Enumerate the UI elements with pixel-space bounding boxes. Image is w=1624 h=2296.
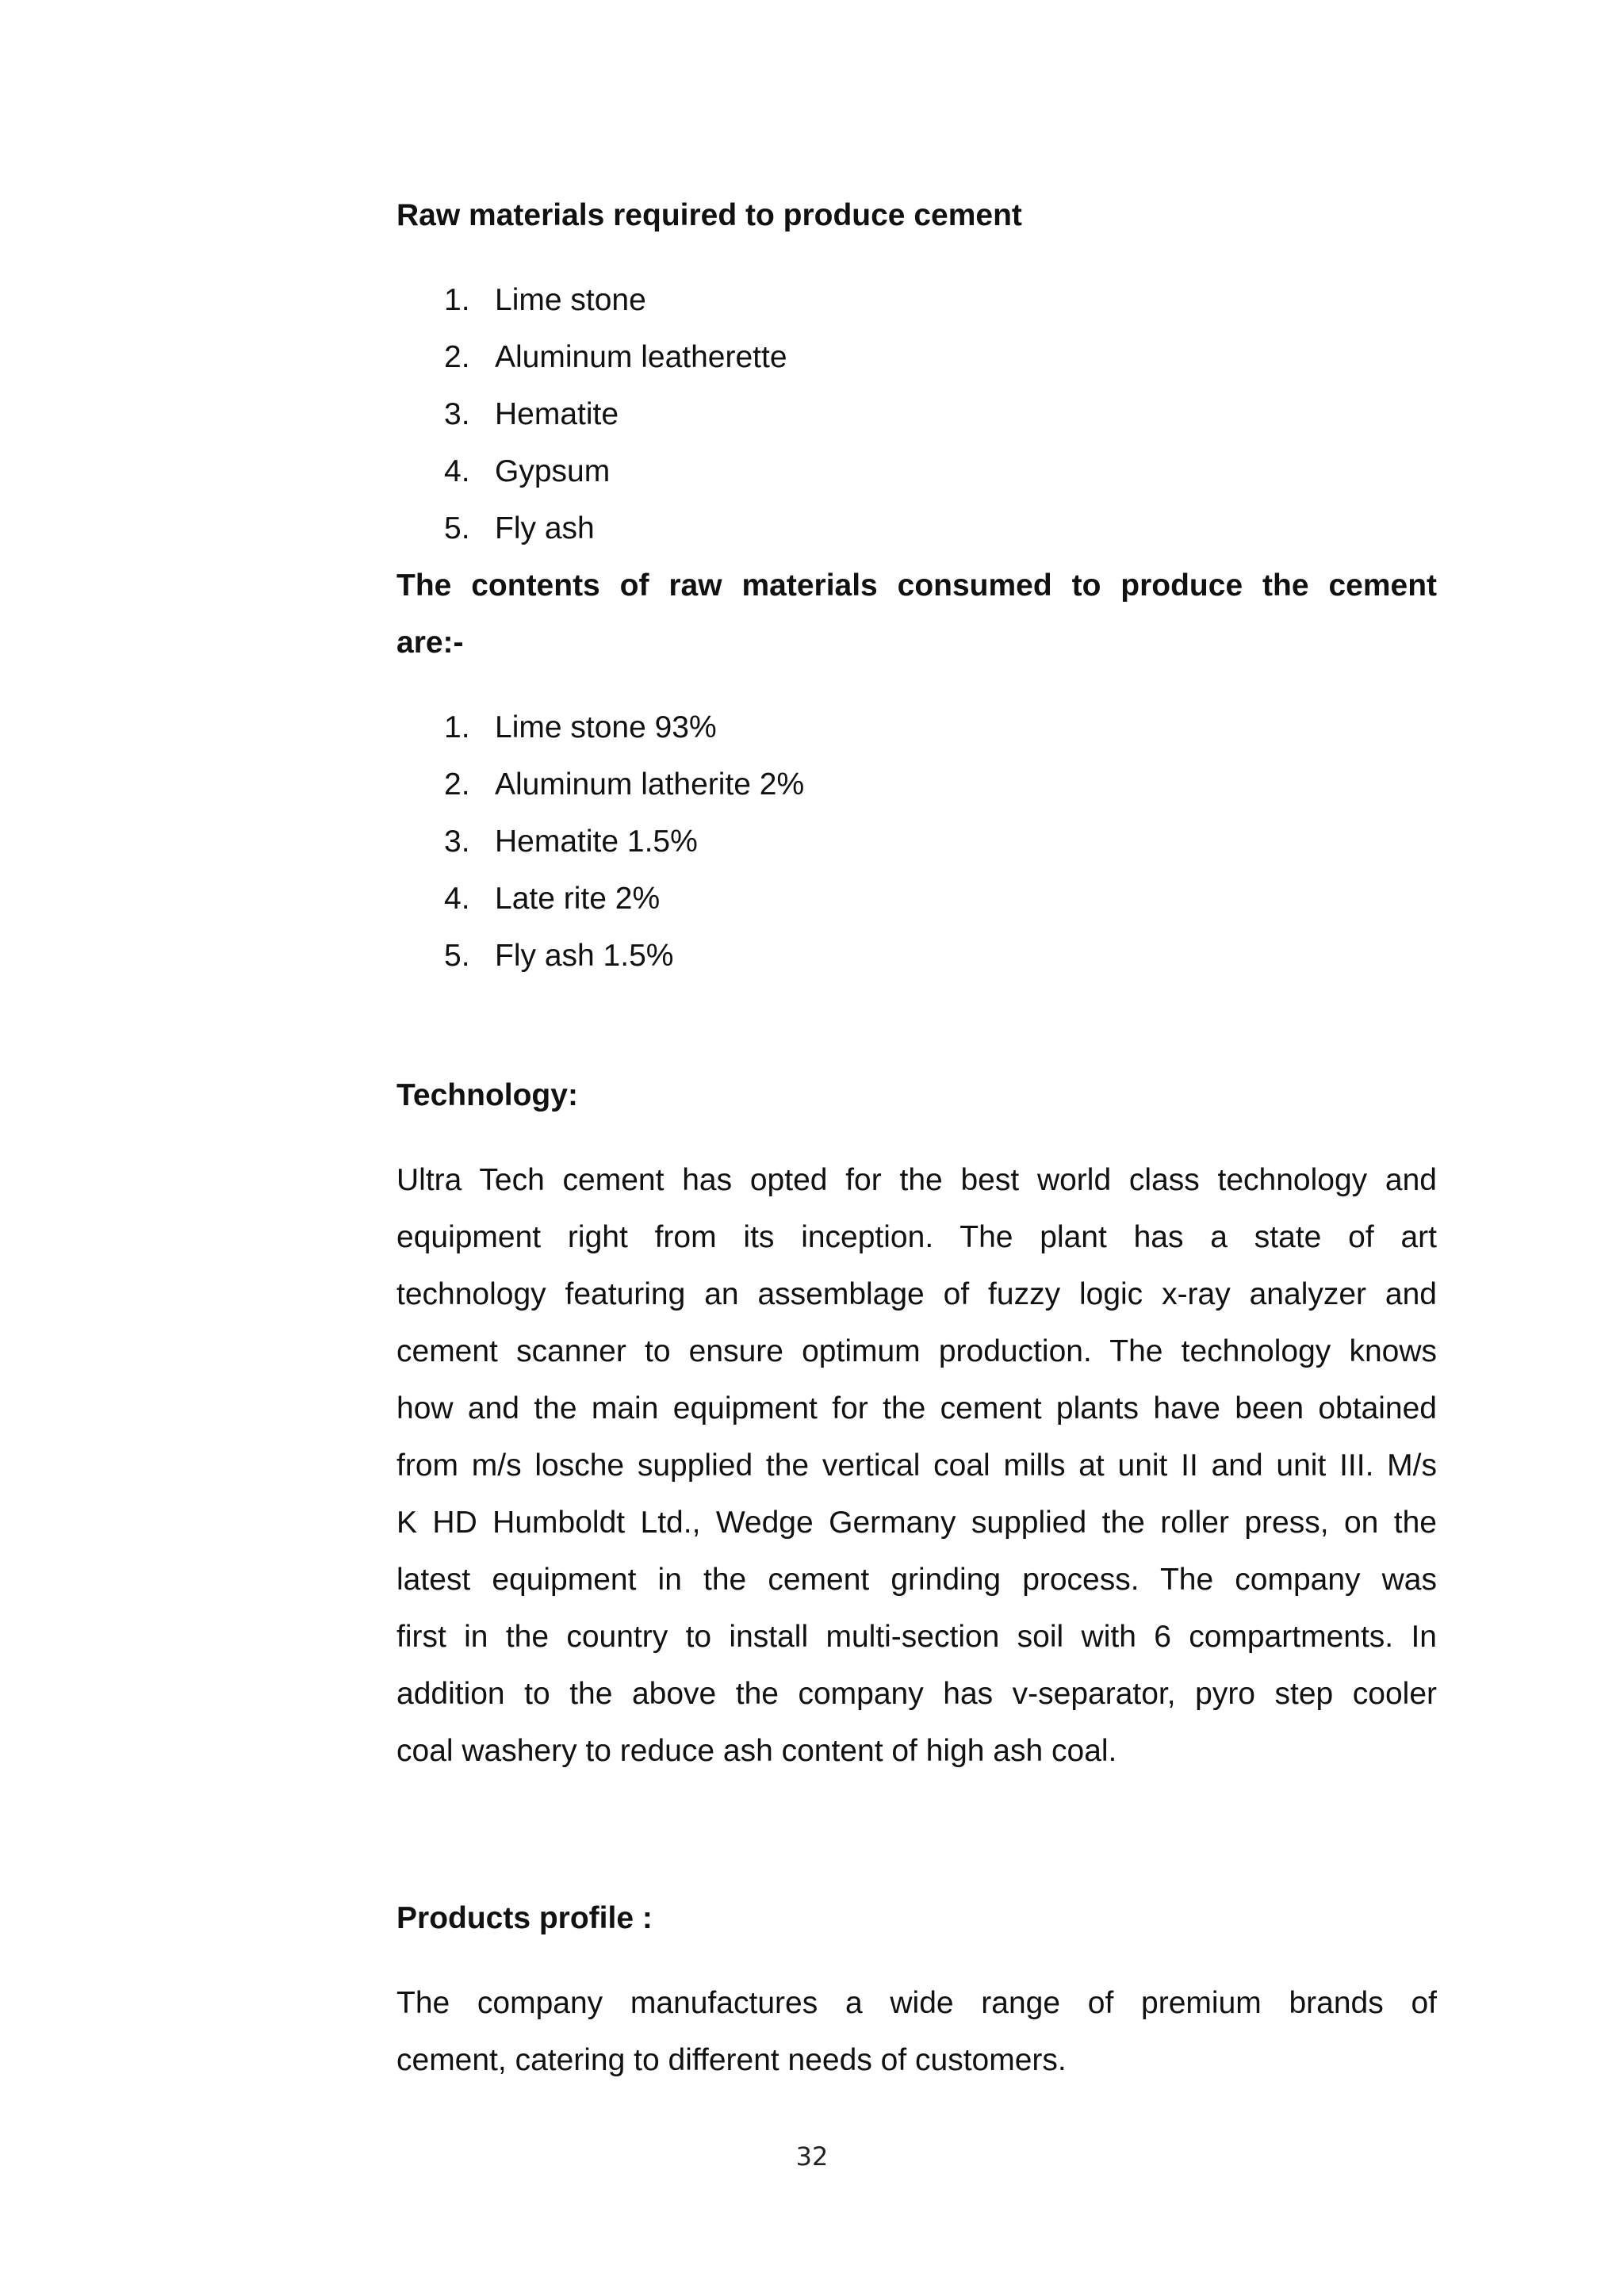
contents-heading-line: The contents of raw materials consumed to produce the cement [396, 568, 1437, 603]
list-item-number: 5. [444, 511, 470, 545]
list-item-number: 4. [444, 882, 470, 916]
list-item-number: 4. [444, 454, 470, 488]
list-item-text: Lime stone [495, 283, 646, 317]
list-item-number: 2. [444, 767, 470, 802]
list-item-number: 3. [444, 397, 470, 431]
contents-heading [396, 557, 1437, 672]
list-item-text: Hematite [495, 397, 619, 431]
list-item-number: 1. [444, 710, 470, 744]
products-profile-heading: Products profile : [396, 1901, 653, 1935]
technology-heading: Technology: [396, 1078, 578, 1112]
raw-materials-heading: Raw materials required to produce cement [396, 198, 1022, 232]
list-item-text: Late rite 2% [495, 882, 661, 916]
paragraph-line: equipment right from its inception. The plant has a state of art [396, 1220, 1437, 1254]
list-item-text: Fly ash [495, 511, 595, 545]
products-profile-paragraph [396, 1975, 1437, 2089]
paragraph-line: first in the country to install multi-section soil with 6 compartments. In [396, 1620, 1437, 1654]
list-item-text: Gypsum [495, 454, 611, 488]
page-number: 32 [795, 2141, 829, 2172]
list-item-number: 1. [444, 283, 470, 317]
paragraph-line: cement scanner to ensure optimum production. The technology knows [396, 1334, 1437, 1368]
paragraph-line: coal washery to reduce ash content of high ash coal. [396, 1734, 1117, 1768]
list-item-text: Hematite 1.5% [495, 825, 698, 859]
document-page [396, 0, 1437, 2296]
list-item-number: 3. [444, 825, 470, 859]
list-item-number: 2. [444, 340, 470, 374]
paragraph-line: cement, catering to different needs of customers. [396, 2043, 1067, 2077]
paragraph-line: addition to the above the company has v-separator, pyro step cooler [396, 1677, 1437, 1711]
paragraph-line: from m/s losche supplied the vertical coal mills at unit II and unit III. M/s [396, 1448, 1437, 1483]
paragraph-line: Ultra Tech cement has opted for the best world class technology and [396, 1163, 1437, 1197]
paragraph-line: how and the main equipment for the cement plants have been obtained [396, 1391, 1437, 1425]
list-item-text: Aluminum latherite 2% [495, 767, 805, 802]
paragraph-line: The company manufactures a wide range of premium brands of [396, 1986, 1437, 2020]
paragraph-line: latest equipment in the cement grinding process. The company was [396, 1563, 1437, 1597]
list-item-text: Fly ash 1.5% [495, 939, 674, 973]
paragraph-line: technology featuring an assemblage of fuzzy logic x-ray analyzer and [396, 1277, 1437, 1311]
technology-paragraph [396, 1152, 1437, 1780]
list-item-text: Aluminum leatherette [495, 340, 787, 374]
paragraph-line: K HD Humboldt Ltd., Wedge Germany supplied the roller press, on the [396, 1506, 1437, 1540]
list-item-number: 5. [444, 939, 470, 973]
list-item-text: Lime stone 93% [495, 710, 717, 744]
contents-heading-line: are:- [396, 626, 464, 660]
